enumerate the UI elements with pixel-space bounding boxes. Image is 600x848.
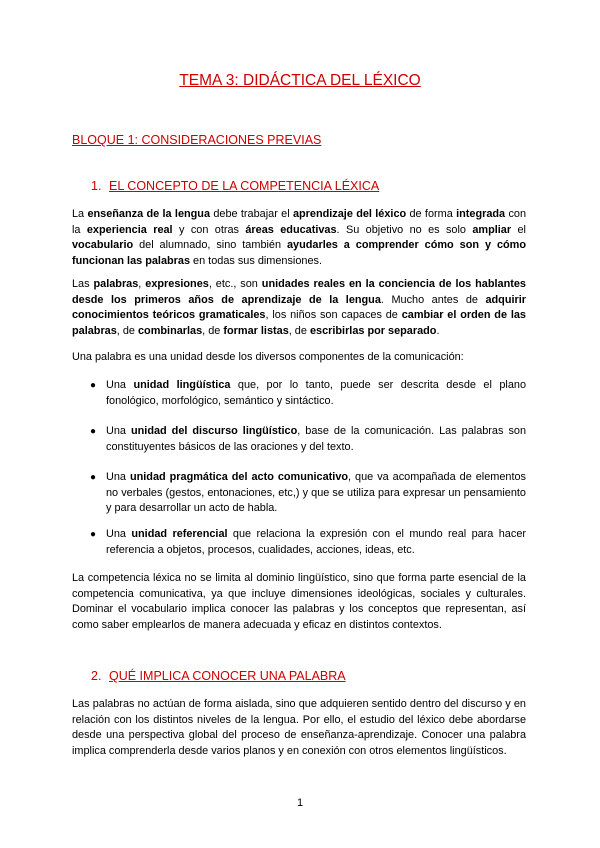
block-heading: BLOQUE 1: CONSIDERACIONES PREVIAS (72, 133, 322, 147)
bullet-icon: ● (90, 426, 97, 437)
bullet-icon: ● (90, 529, 97, 540)
section-1-heading (91, 179, 379, 193)
section-2-number: 2. (91, 669, 102, 683)
paragraph-knowing-word: Las palabras no actúan de forma aislada, sino que adquieren sentido dentro del discurso y en relación con los distintos niveles de la lengua. Por ello, el estudio del léxico debe abordarse desde una perspectiva global del proceso de enseñanza-aprendizaje. Conocer una palabra implica comprenderla desde varios planos y en conexión con otros elementos lingüísticos. (72, 698, 526, 757)
section-1-title: EL CONCEPTO DE LA COMPETENCIA LÉXICA (109, 179, 380, 193)
section-1-number: 1. (91, 179, 102, 193)
bullet-icon: ● (90, 472, 97, 483)
list-item-text: Una unidad referencial que relaciona la expresión con el mundo real para hacer referencia a objetos, procesos, cualidades, acciones, ideas, etc. (106, 528, 526, 556)
list-item-text: Una unidad pragmática del acto comunicativo, que va acompañada de elementos no verbales (gestos, entonaciones, etc,) y que se utiliza para expresar un pensamiento y para desarrollar un acto de habla. (106, 471, 526, 515)
list-item-text: Una unidad lingüística que, por lo tanto, puede ser descrita desde el plano fonológico, morfológico, semántico y sintáctico. (106, 379, 526, 407)
paragraph-competence: La competencia léxica no se limita al dominio lingüístico, sino que forma parte esencial de la competencia comunicativa, ya que incluye dimensiones ideológicas, sociales y culturales. Dominar el vocabulario implica conocer las palabras y los conceptos que representan, así como saber emplearlos de manera adecuada y eficaz en distintos contextos. (72, 572, 526, 631)
bullet-icon: ● (90, 380, 97, 391)
list-item-text: Una unidad del discurso lingüístico, base de la comunicación. Las palabras son constituyentes básicos de las oraciones y del texto. (106, 425, 526, 453)
paragraph-unit: Una palabra es una unidad desde los diversos componentes de la comunicación: (72, 351, 464, 363)
section-2-title: QUÉ IMPLICA CONOCER UNA PALABRA (109, 669, 346, 683)
page-title: TEMA 3: DIDÁCTICA DEL LÉXICO (179, 72, 421, 89)
page-number: 1 (296, 797, 304, 809)
paragraph-intro: La enseñanza de la lengua debe trabajar el aprendizaje del léxico de forma integrada con la experiencia real y con otras áreas educativas. Su objetivo no es solo ampliar el vocabulario del alumnado, sino también ayudarles a comprender cómo son y cómo funcionan las palabras en todas sus dimensiones. (72, 208, 527, 267)
section-2-heading (91, 669, 346, 683)
paragraph-words: Las palabras, expresiones, etc., son unidades reales en la conciencia de los hablantes desde los primeros años de aprendizaje de la lengua. Mucho antes de adquirir conocimientos teóricos gramaticales, los niños son capaces de cambiar el orden de las palabras, de combinarlas, de formar listas, de escribirlas por separado. (72, 278, 526, 337)
